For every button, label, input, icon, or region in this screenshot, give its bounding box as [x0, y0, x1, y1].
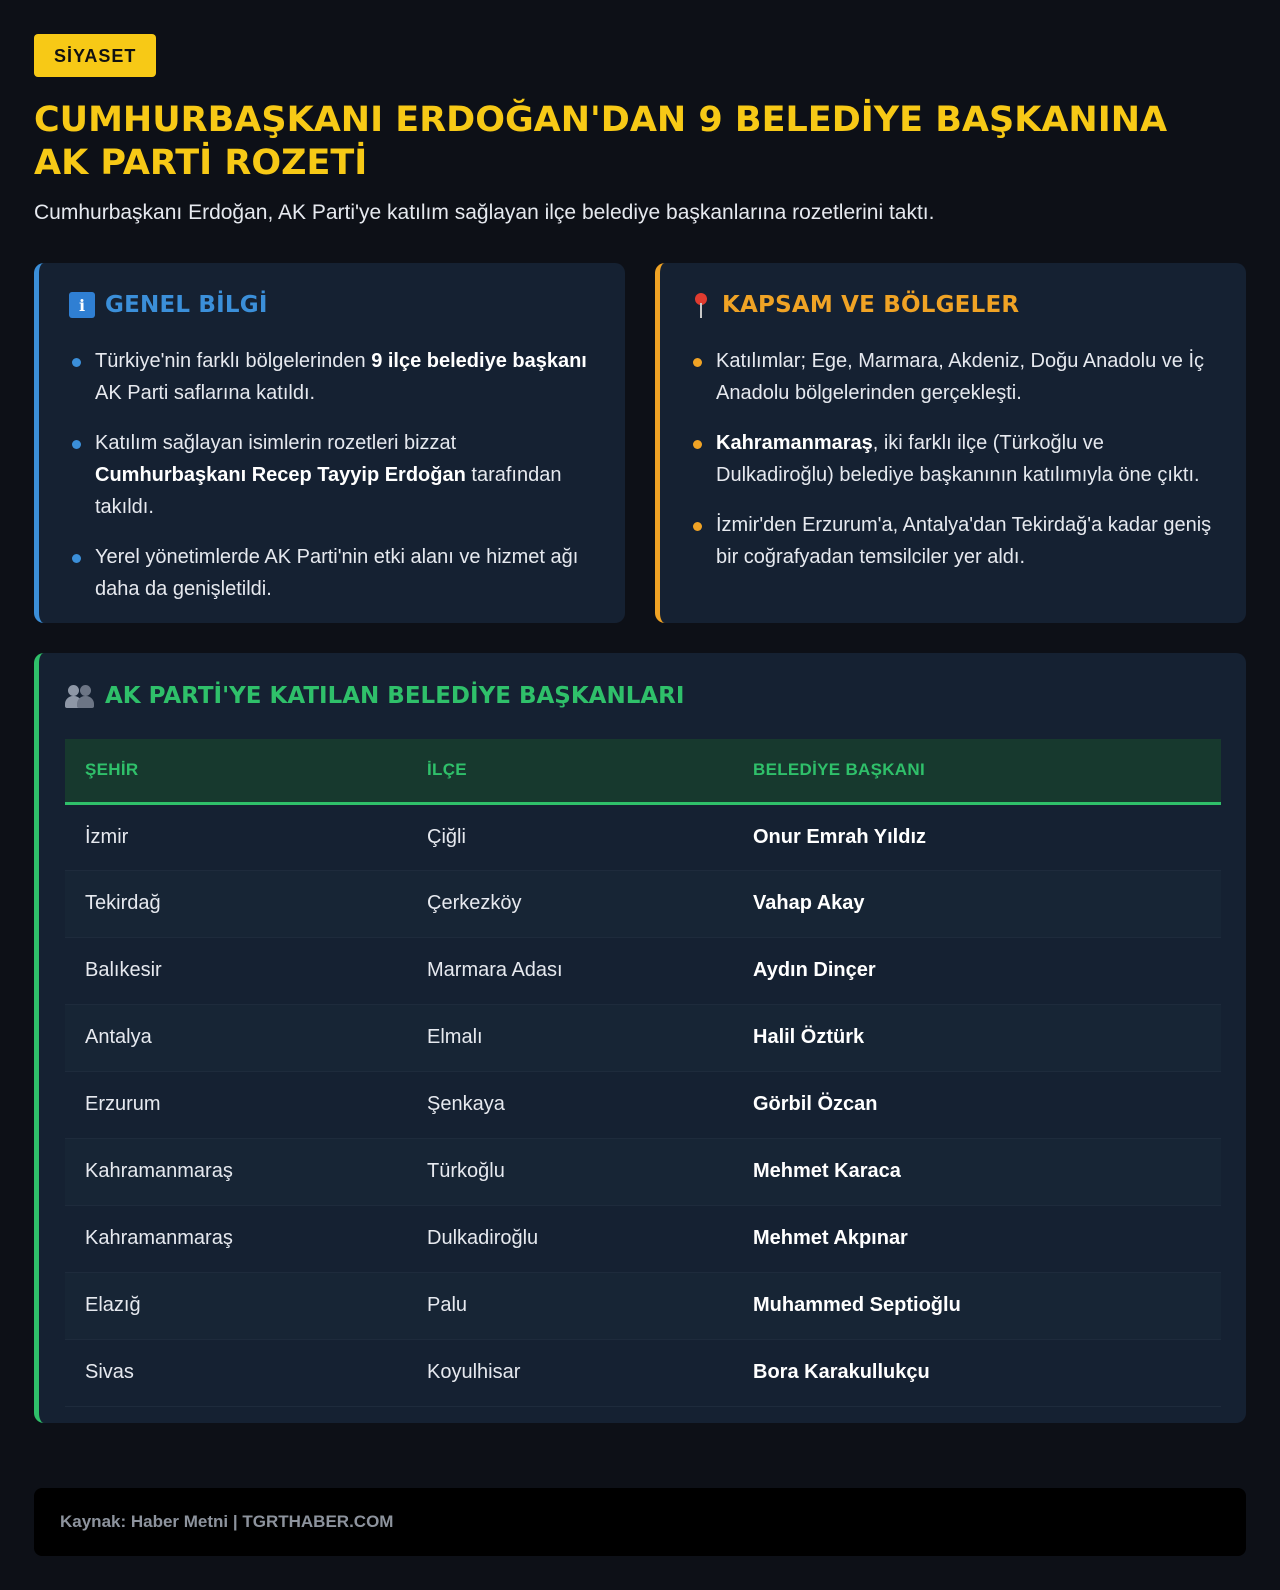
info-cards [34, 263, 1246, 623]
column-header-mayor: BELEDİYE BAŞKANI [733, 739, 1221, 803]
page-subtitle: Cumhurbaşkanı Erdoğan, AK Parti'ye katılım sağlayan ilçe belediye başkanlarına rozetlerini taktı. [34, 201, 935, 224]
mayors-title: AK PARTİ'YE KATILAN BELEDİYE BAŞKANLARI [105, 683, 685, 709]
general-info-header [69, 289, 601, 321]
scope-title: KAPSAM VE BÖLGELER [722, 292, 1020, 318]
table-row [65, 1004, 1221, 1071]
city-cell: Kahramanmaraş [65, 1138, 407, 1205]
mayor-cell: Onur Emrah Yıldız [733, 803, 1221, 870]
table-header-row [65, 739, 1221, 803]
mayors-card [34, 653, 1246, 1423]
table-row [65, 1071, 1221, 1138]
mayors-table [65, 739, 1221, 1407]
category-badge: SİYASET [34, 34, 156, 77]
table-row [65, 1205, 1221, 1272]
table-row [65, 1339, 1221, 1406]
point-text: Türkiye'nin farklı bölgelerinden [95, 350, 372, 372]
district-cell: Çerkezköy [407, 870, 733, 937]
district-cell: Elmalı [407, 1004, 733, 1071]
scope-card [655, 263, 1246, 623]
page-title: CUMHURBAŞKANI ERDOĞAN'DAN 9 BELEDİYE BAŞKANINA AK PARTİ ROZETİ [34, 100, 1168, 183]
point-text: AK Parti saflarına katıldı. [95, 382, 316, 404]
source-text: Kaynak: Haber Metni | TGRTHABER.COM [60, 1512, 394, 1531]
mayor-cell: Mehmet Akpınar [733, 1205, 1221, 1272]
column-header-city: ŞEHİR [65, 739, 407, 803]
list-item [690, 509, 1222, 573]
emphasis-text: 9 ilçe belediye başkanı [371, 350, 587, 372]
city-cell: Tekirdağ [65, 870, 407, 937]
district-cell: Türkoğlu [407, 1138, 733, 1205]
list-item [690, 427, 1222, 491]
city-cell: Kahramanmaraş [65, 1205, 407, 1272]
general-info-list [69, 345, 601, 605]
table-row [65, 1138, 1221, 1205]
list-item [690, 345, 1222, 409]
scope-header [690, 289, 1222, 321]
pin-icon [690, 291, 712, 319]
point-text: Katılım sağlayan isimlerin rozetleri bizzat [95, 432, 457, 454]
mayor-cell: Mehmet Karaca [733, 1138, 1221, 1205]
mayor-cell: Halil Öztürk [733, 1004, 1221, 1071]
point-text: Katılımlar; Ege, Marmara, Akdeniz, Doğu Anadolu ve İç Anadolu bölgelerinden gerçekleşti. [716, 350, 1205, 404]
general-info-card [34, 263, 625, 623]
mayor-cell: Görbil Özcan [733, 1071, 1221, 1138]
city-cell: Balıkesir [65, 937, 407, 1004]
district-cell: Koyulhisar [407, 1339, 733, 1406]
city-cell: Erzurum [65, 1071, 407, 1138]
city-cell: İzmir [65, 803, 407, 870]
city-cell: Elazığ [65, 1272, 407, 1339]
general-info-title: GENEL BİLGİ [105, 292, 268, 318]
district-cell: Palu [407, 1272, 733, 1339]
people-icon [65, 683, 95, 709]
point-text: İzmir'den Erzurum'a, Antalya'dan Tekirdağ'a kadar geniş bir coğrafyadan temsilciler yer aldı. [716, 514, 1212, 568]
district-cell: Çiğli [407, 803, 733, 870]
mayor-cell: Bora Karakullukçu [733, 1339, 1221, 1406]
scope-list [690, 345, 1222, 573]
district-cell: Şenkaya [407, 1071, 733, 1138]
point-text: Yerel yönetimlerde AK Parti'nin etki alanı ve hizmet ağı daha da genişletildi. [95, 546, 579, 600]
table-row [65, 1272, 1221, 1339]
emphasis-text: Kahramanmaraş [716, 432, 873, 454]
table-row [65, 937, 1221, 1004]
point-text: tarafından takıldı. [95, 464, 562, 518]
table-row [65, 803, 1221, 870]
mayor-cell: Vahap Akay [733, 870, 1221, 937]
info-icon: i [69, 292, 95, 318]
column-header-district: İLÇE [407, 739, 733, 803]
list-item [69, 427, 601, 523]
table-row [65, 870, 1221, 937]
city-cell: Antalya [65, 1004, 407, 1071]
mayor-cell: Muhammed Septioğlu [733, 1272, 1221, 1339]
mayors-header [65, 679, 1222, 713]
city-cell: Sivas [65, 1339, 407, 1406]
mayor-cell: Aydın Dinçer [733, 937, 1221, 1004]
point-text: , iki farklı ilçe (Türkoğlu ve Dulkadiroğlu) belediye başkanının katılımıyla öne çıktı. [716, 432, 1200, 486]
source-footer [34, 1488, 1246, 1556]
district-cell: Dulkadiroğlu [407, 1205, 733, 1272]
district-cell: Marmara Adası [407, 937, 733, 1004]
emphasis-text: Cumhurbaşkanı Recep Tayyip Erdoğan [95, 464, 466, 486]
list-item [69, 541, 601, 605]
list-item [69, 345, 601, 409]
